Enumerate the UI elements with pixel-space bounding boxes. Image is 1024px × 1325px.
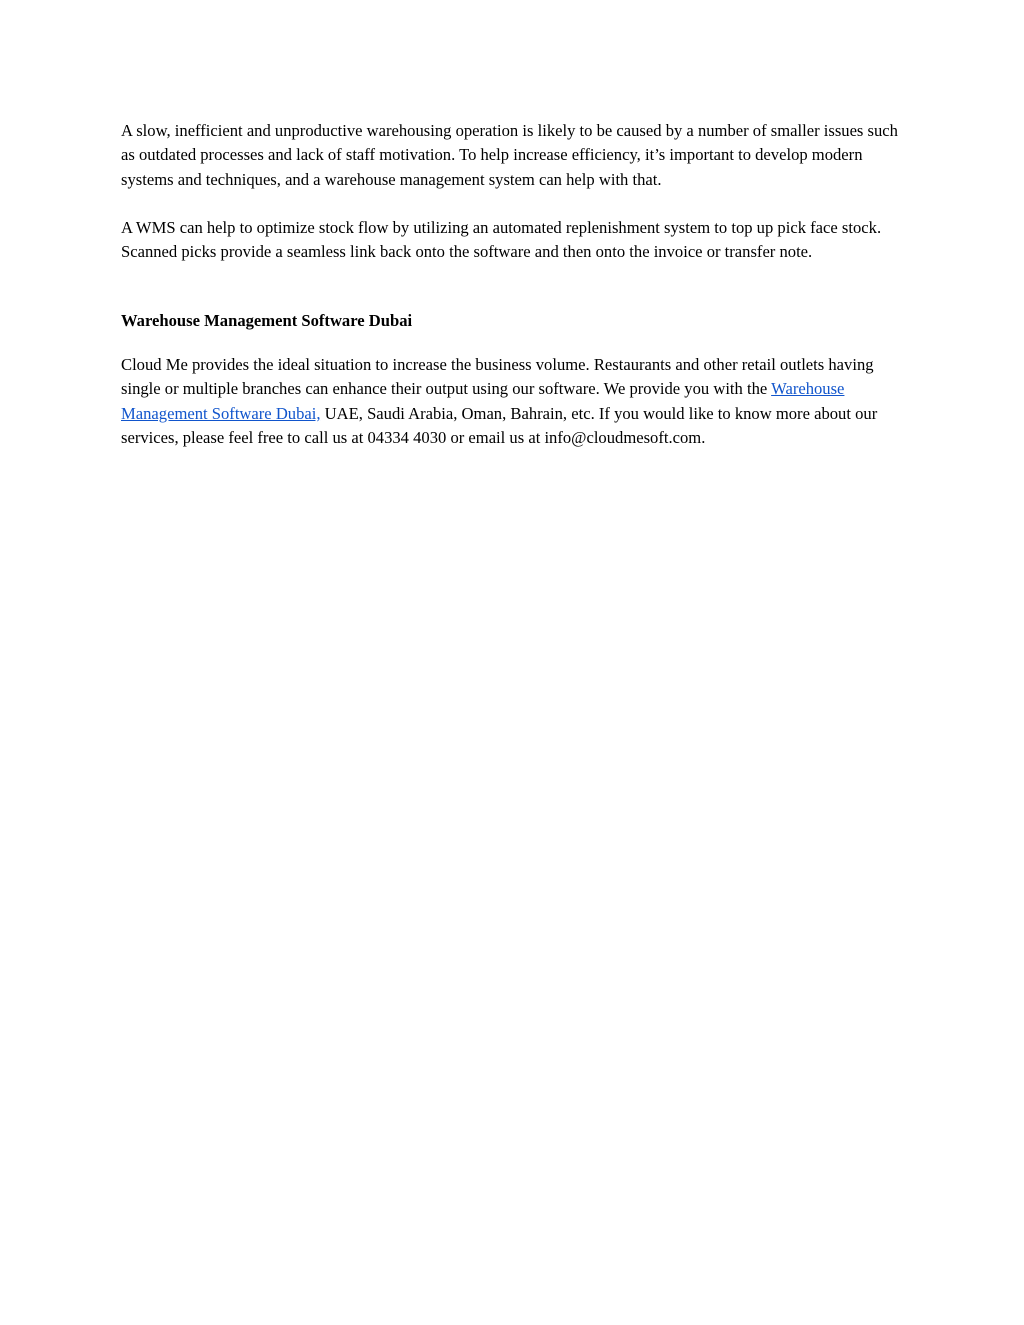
paragraph-text-after-link: UAE, Saudi Arabia, Oman, Bahrain, etc. If you would like to know more about our services, please feel free to call us at 04334 4030 or email us at info@cloudmesoft.com.: [121, 403, 878, 447]
paragraph-text-before-link: Cloud Me provides the ideal situation to increase the business volume. Restaurants and other retail outlets having single or multiple branches can enhance their output using our software. We provide you with the: [121, 355, 874, 399]
intro-paragraph: A slow, inefficient and unproductive warehousing operation is likely to be caused by a number of smaller issues such as outdated processes and lack of staff motivation. To help increase efficiency, it’s important to develop modern systems and techniques, and a warehouse management system can help with that.: [121, 121, 898, 189]
section-heading: Warehouse Management Software Dubai: [121, 310, 413, 330]
cloud-me-paragraph: [121, 353, 906, 450]
document-body: [121, 119, 906, 450]
warehouse-software-link[interactable]: Warehouse Management Software Dubai,: [121, 379, 845, 423]
wms-paragraph: A WMS can help to optimize stock flow by utilizing an automated replenishment system to top up pick face stock. Scanned picks provide a seamless link back onto the software and then onto the invoice or transfer note.: [121, 218, 882, 262]
